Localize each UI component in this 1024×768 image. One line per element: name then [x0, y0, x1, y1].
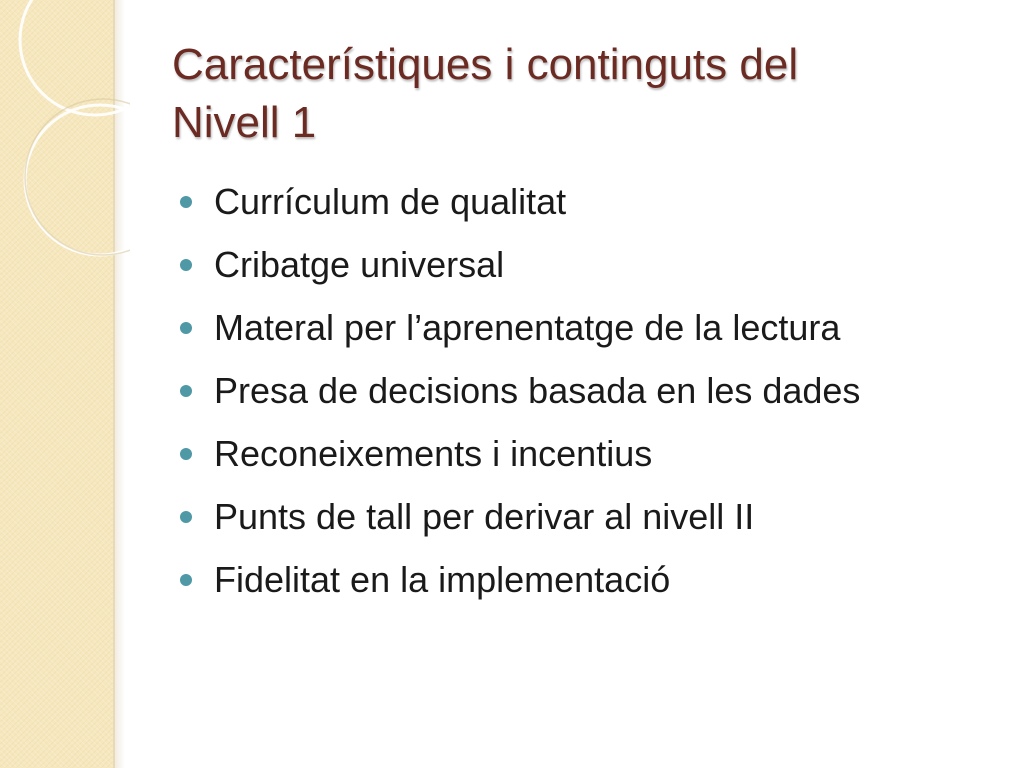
bullet-dot-icon: [180, 385, 192, 397]
slide-title: [172, 36, 972, 152]
bullet-text: Punts de tall per derivar al nivell II: [214, 495, 755, 537]
bullet-dot-icon: [180, 574, 192, 586]
bullet-text: Presa de decisions basada en les dades: [214, 369, 861, 411]
bullet-item: [180, 359, 860, 422]
bullet-dot-icon: [180, 196, 192, 208]
side-band-shadow: [113, 0, 125, 768]
bullet-item: [180, 422, 860, 485]
bullet-item: [180, 485, 860, 548]
bullet-text: Currículum de qualitat: [214, 180, 567, 222]
bullet-dot-icon: [180, 259, 192, 271]
bullet-item: [180, 548, 860, 611]
bullet-dot-icon: [180, 322, 192, 334]
bullet-item: [180, 233, 860, 296]
bullet-item: [180, 170, 860, 233]
bullet-text: Reconeixements i incentius: [214, 432, 653, 474]
bullet-dot-icon: [180, 448, 192, 460]
bullet-item: [180, 296, 860, 359]
title-line-2: Nivell 1: [172, 98, 317, 147]
title-line-1: Característiques i continguts del: [172, 40, 799, 89]
bullet-dot-icon: [180, 511, 192, 523]
bullet-list: [180, 170, 860, 611]
decorative-side-band: [0, 0, 115, 768]
bullet-text: Cribatge universal: [214, 243, 505, 285]
bullet-text: Materal per l’aprenentatge de la lectura: [214, 306, 841, 348]
bullet-text: Fidelitat en la implementació: [214, 558, 671, 600]
